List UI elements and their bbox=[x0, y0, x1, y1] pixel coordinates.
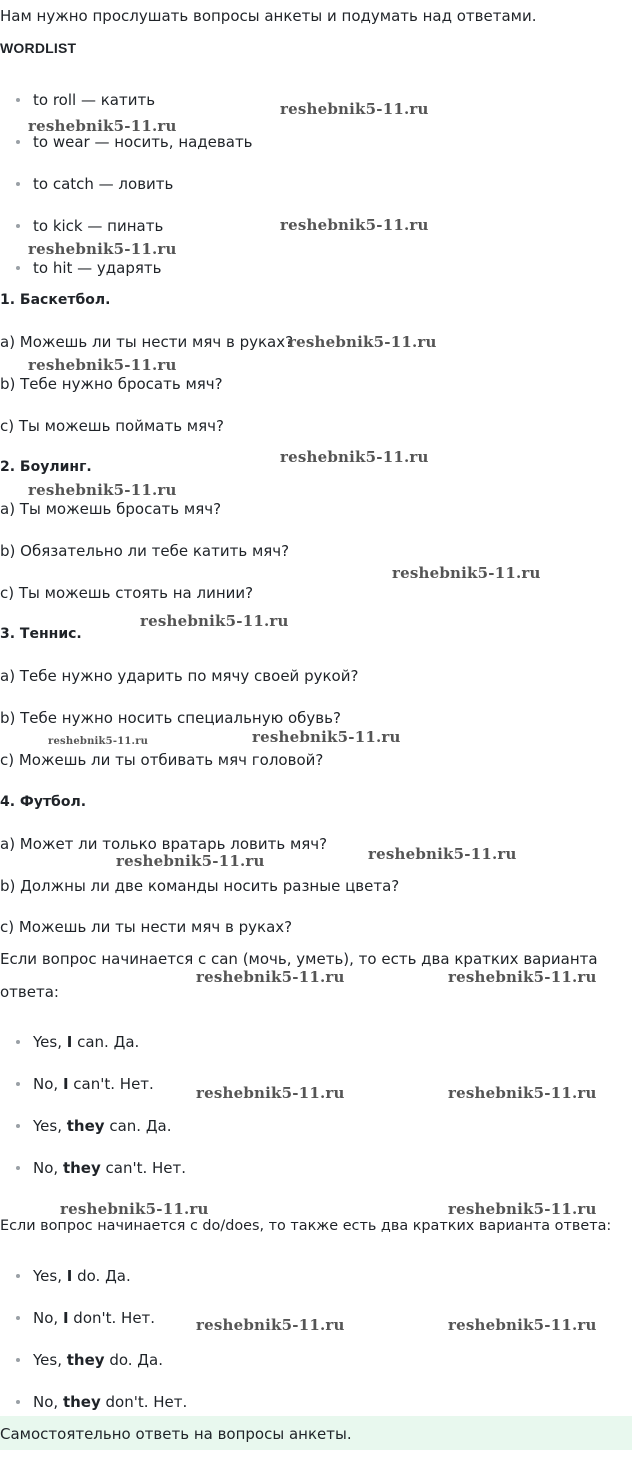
watermark: reshebnik5-11.ru bbox=[448, 968, 597, 986]
bullet-icon bbox=[16, 98, 20, 102]
question: b) Тебе нужно бросать мяч? bbox=[0, 375, 223, 393]
answer-item: Yes, they do. Да. bbox=[16, 1350, 163, 1370]
answer-item: No, I can't. Нет. bbox=[16, 1074, 154, 1094]
watermark: reshebnik5-11.ru bbox=[116, 852, 265, 870]
watermark: reshebnik5-11.ru bbox=[252, 728, 401, 746]
bullet-icon bbox=[16, 1400, 20, 1404]
question: a) Можешь ли ты нести мяч в руках? bbox=[0, 333, 294, 351]
answer-item: Yes, I do. Да. bbox=[16, 1266, 131, 1286]
section-title-tennis: 3. Теннис. bbox=[0, 626, 82, 642]
bullet-icon bbox=[16, 224, 20, 228]
answer-item: No, I don't. Нет. bbox=[16, 1308, 155, 1328]
bullet-icon bbox=[16, 1316, 20, 1320]
watermark: reshebnik5-11.ru bbox=[448, 1200, 597, 1218]
question: c) Ты можешь поймать мяч? bbox=[0, 417, 224, 435]
watermark: reshebnik5-11.ru bbox=[392, 564, 541, 582]
do-rule-text: Если вопрос начинается с do/does, то также есть два кратких варианта ответа: bbox=[0, 1218, 612, 1234]
watermark: reshebnik5-11.ru bbox=[280, 448, 429, 466]
watermark: reshebnik5-11.ru bbox=[28, 117, 177, 135]
watermark: reshebnik5-11.ru bbox=[196, 968, 345, 986]
bullet-icon bbox=[16, 1358, 20, 1362]
watermark: reshebnik5-11.ru bbox=[196, 1084, 345, 1102]
watermark: reshebnik5-11.ru bbox=[140, 612, 289, 630]
watermark: reshebnik5-11.ru bbox=[280, 100, 429, 118]
watermark: reshebnik5-11.ru bbox=[28, 481, 177, 499]
conclusion-text: Самостоятельно ответь на вопросы анкеты. bbox=[0, 1425, 352, 1443]
answer-item: Yes, I can. Да. bbox=[16, 1032, 139, 1052]
watermark: reshebnik5-11.ru bbox=[280, 216, 429, 234]
bullet-icon bbox=[16, 182, 20, 186]
watermark: reshebnik5-11.ru bbox=[448, 1316, 597, 1334]
answer-item: No, they don't. Нет. bbox=[16, 1392, 187, 1412]
bullet-icon bbox=[16, 1124, 20, 1128]
bullet-icon bbox=[16, 266, 20, 270]
section-title-bowling: 2. Боулинг. bbox=[0, 459, 92, 475]
watermark: reshebnik5-11.ru bbox=[448, 1084, 597, 1102]
question: a) Ты можешь бросать мяч? bbox=[0, 500, 222, 518]
question: b) Должны ли две команды носить разные цвета? bbox=[0, 877, 400, 895]
answer-item: Yes, they can. Да. bbox=[16, 1116, 172, 1136]
question: a) Тебе нужно ударить по мячу своей рукой? bbox=[0, 667, 359, 685]
watermark: reshebnik5-11.ru bbox=[368, 845, 517, 863]
bullet-icon bbox=[16, 1082, 20, 1086]
wordlist-item: to kick — пинать bbox=[16, 216, 163, 236]
question: a) Может ли только вратарь ловить мяч? bbox=[0, 835, 328, 853]
bullet-icon bbox=[16, 140, 20, 144]
question: c) Можешь ли ты отбивать мяч головой? bbox=[0, 751, 324, 769]
watermark: reshebnik5-11.ru bbox=[28, 356, 177, 374]
watermark: reshebnik5-11.ru bbox=[28, 240, 177, 258]
question: b) Обязательно ли тебе катить мяч? bbox=[0, 542, 290, 560]
wordlist-title: WORDLIST bbox=[0, 40, 77, 56]
wordlist-item: to wear — носить, надевать bbox=[16, 132, 253, 152]
answer-item: No, they can't. Нет. bbox=[16, 1158, 186, 1178]
can-rule-text: Если вопрос начинается с can (мочь, уметь), то есть два кратких варианта bbox=[0, 950, 598, 968]
watermark: reshebnik5-11.ru bbox=[48, 736, 149, 747]
bullet-icon bbox=[16, 1040, 20, 1044]
watermark: reshebnik5-11.ru bbox=[196, 1316, 345, 1334]
bullet-icon bbox=[16, 1274, 20, 1278]
watermark: reshebnik5-11.ru bbox=[60, 1200, 209, 1218]
question: c) Можешь ли ты нести мяч в руках? bbox=[0, 918, 293, 936]
wordlist-item: to catch — ловить bbox=[16, 174, 173, 194]
wordlist-item: to hit — ударять bbox=[16, 258, 161, 278]
wordlist-item: to roll — катить bbox=[16, 90, 155, 110]
question: c) Ты можешь стоять на линии? bbox=[0, 584, 254, 602]
bullet-icon bbox=[16, 1166, 20, 1170]
section-title-basketball: 1. Баскетбол. bbox=[0, 292, 111, 308]
can-rule-text: ответа: bbox=[0, 983, 59, 1001]
watermark: reshebnik5-11.ru bbox=[288, 333, 437, 351]
question: b) Тебе нужно носить специальную обувь? bbox=[0, 709, 341, 727]
section-title-football: 4. Футбол. bbox=[0, 794, 87, 810]
intro-text: Нам нужно прослушать вопросы анкеты и подумать над ответами. bbox=[0, 7, 537, 25]
